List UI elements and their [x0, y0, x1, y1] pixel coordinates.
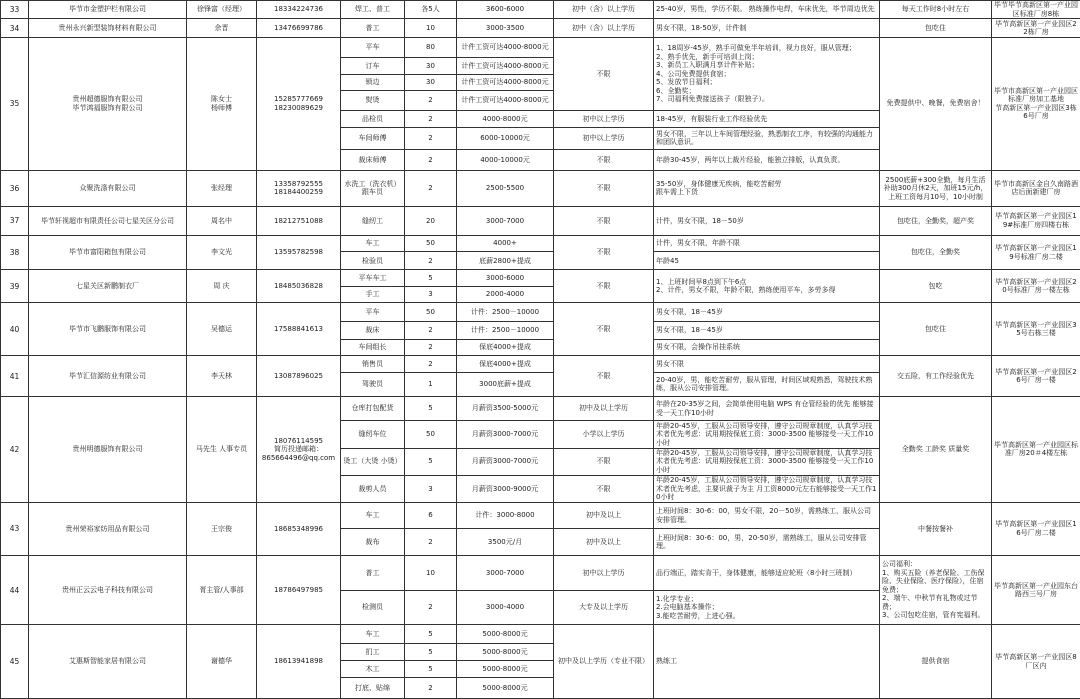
contact-person: 余晋 [187, 19, 257, 37]
job-title: 裁布 [341, 529, 405, 556]
welfare-benefits: 免费提供中、晚餐，免费宿舍！ [880, 37, 992, 170]
job-requirements: 年龄20-45岁，工服从公司领导安排，遵守公司规章制度，认真学习技术者优先考虑，主要识裁子为主 月工资8000元左右能够接受一天工作10小时 [654, 475, 880, 502]
job-salary: 月薪资3000-9000元 [457, 475, 554, 502]
job-title: 平车 [341, 37, 405, 57]
job-salary: 5000-8000元 [457, 661, 554, 678]
education-requirement: 小学以上学历 [554, 421, 654, 448]
education-requirement: 初中以上学历 [554, 555, 654, 590]
table-row [1, 270, 1080, 286]
job-requirements: 男女不限，会操作吊挂系统 [654, 339, 880, 355]
job-title: 车间师傅 [341, 127, 405, 149]
company-name: 毕节轩视超市有限责任公司七星关区分公司 [29, 207, 187, 236]
job-count: 5 [405, 397, 457, 421]
job-count: 3 [405, 475, 457, 502]
job-requirements: 上班时间8：30-6：00，男女不限，20－50岁，需熟练工，服从公司安排管理。 [654, 502, 880, 529]
job-requirements: 25-40岁，男性，学历不限。 熟练操作电焊，车床优先，毕节周边优先 [654, 1, 880, 19]
contact-phone: 18685348996 [257, 502, 341, 555]
job-count: 2 [405, 90, 457, 110]
job-requirements: 男女不限，18-50岁，计件制 [654, 19, 880, 37]
job-count: 5 [405, 625, 457, 643]
job-salary: 计件工资可达4000-8000元 [457, 58, 554, 74]
education-requirement: 初中及以上学历 [554, 397, 654, 421]
contact-person: 谢德华 [187, 625, 257, 699]
table-row [1, 1, 1080, 19]
welfare-benefits: 交五险，有工作经验优先 [880, 356, 992, 397]
job-requirements: 计件，男女不限，年龄不限 [654, 235, 880, 251]
contact-phone: 18786497985 [257, 555, 341, 624]
work-address: 毕节高新区第一产业园区19号标准厂房二楼 [992, 235, 1080, 270]
contact-person: 周 庆 [187, 270, 257, 303]
table-row [1, 235, 1080, 251]
education-requirement: 初中以上学历 [554, 111, 654, 127]
education-requirement: 大专及以上学历 [554, 590, 654, 625]
job-count: 30 [405, 74, 457, 90]
job-title: 品检员 [341, 111, 405, 127]
job-salary: 计件工资可达4000-8000元 [457, 74, 554, 90]
job-requirements: 男女不限，18－45岁 [654, 321, 880, 339]
job-count: 2 [405, 127, 457, 149]
job-title: 车间组长 [341, 339, 405, 355]
job-requirements: 年龄20-45岁，工服从公司领导安排，遵守公司规章制度，认真学习技术者优先考虑：试用期按保底工资：3000-3500 能够接受一天工作10小时 [654, 421, 880, 448]
company-name: 众聚洗涤有限公司 [29, 170, 187, 207]
contact-phone: 13476699786 [257, 19, 341, 37]
job-count: 2 [405, 356, 457, 372]
job-title: 普工 [341, 555, 405, 590]
job-count: 50 [405, 421, 457, 448]
contact-phone: 13358792555 18184400259 [257, 170, 341, 207]
job-title: 车工 [341, 502, 405, 529]
job-count: 20 [405, 207, 457, 236]
job-count: 2 [405, 111, 457, 127]
job-count: 5 [405, 643, 457, 660]
job-requirements: 年龄在20-35岁之间，会简单使用电脑 WPS 有仓管经验的优先 能够接受一天工作10小时 [654, 397, 880, 421]
job-title: 裁床师傅 [341, 150, 405, 170]
job-title: 木工 [341, 661, 405, 678]
welfare-benefits: 全勤奖 工龄奖 质量奖 [880, 397, 992, 503]
job-salary: 月薪资3000-7000元 [457, 421, 554, 448]
education-requirement: 不限 [554, 270, 654, 303]
job-count: 2 [405, 678, 457, 699]
table-row [1, 397, 1080, 421]
row-number: 33 [1, 1, 29, 19]
job-salary: 3000-6000 [457, 270, 554, 286]
job-requirements: 1、18周岁-45岁，熟手可做免半年培训，视力良好，服从管理； 2、熟手优先，新手可培训上岗； 3、新员工入职满月享计件补贴； 4、公司免费提供食宿； 5、发放节日福利； 6、全勤奖； 7、司福利免费接送孩子（限独子）。 [654, 37, 880, 110]
row-number: 44 [1, 555, 29, 624]
job-salary: 3000底薪+提成 [457, 372, 554, 396]
job-count: 30 [405, 58, 457, 74]
job-requirements: 18-45岁，有服装行业工作经验优先 [654, 111, 880, 127]
job-count: 5 [405, 270, 457, 286]
work-address: 毕节高新区第一产业园区8厂区内 [992, 625, 1080, 699]
contact-phone: 18485036828 [257, 270, 341, 303]
work-address: 毕节高新区第一产业园区16号厂房二楼 [992, 502, 1080, 555]
contact-person: 马先生 人事专员 [187, 397, 257, 503]
contact-person: 吴德运 [187, 303, 257, 356]
job-salary: 5000-8000元 [457, 625, 554, 643]
job-requirements: 1、上班时间早8点到下午6点 2、计件，男女不限，年龄不限，熟练使用平车，多劳多得 [654, 270, 880, 303]
job-salary: 5000-8000元 [457, 678, 554, 699]
contact-phone: 18212751088 [257, 207, 341, 236]
job-count: 10 [405, 555, 457, 590]
education-requirement: 初中及以上学历（专业不限） [554, 625, 654, 699]
job-count: 2 [405, 590, 457, 625]
education-requirement: 不限 [554, 170, 654, 207]
education-requirement: 不限 [554, 150, 654, 170]
company-name: 贵州明德服饰有限公司 [29, 397, 187, 503]
welfare-benefits: 中餐按餐补 [880, 502, 992, 555]
job-salary: 3000-7000 [457, 555, 554, 590]
job-count: 2 [405, 252, 457, 270]
job-salary: 计件：2500－10000 [457, 303, 554, 321]
work-address: 毕节高新区第一产业园区19#标准厂房四楼右栋 [992, 207, 1080, 236]
company-name: 贵州永兴新型装饰材料有限公司 [29, 19, 187, 37]
job-salary: 4000+ [457, 235, 554, 251]
job-count: 10 [405, 19, 457, 37]
education-requirement: 不限 [554, 475, 654, 502]
job-title: 平车车工 [341, 270, 405, 286]
education-requirement: 不限 [554, 207, 654, 236]
company-name: 毕节市飞鹏服饰有限公司 [29, 303, 187, 356]
job-title: 打底、贴绵 [341, 678, 405, 699]
education-requirement: 不限 [554, 448, 654, 475]
job-salary: 保底4000+提成 [457, 356, 554, 372]
job-title: 销售员 [341, 356, 405, 372]
row-number: 43 [1, 502, 29, 555]
job-count: 50 [405, 235, 457, 251]
job-requirements: 35-50岁，身体健康无疾病，能吃苦耐劳 跟车需上下货 [654, 170, 880, 207]
contact-person: 李文光 [187, 235, 257, 270]
job-count: 50 [405, 303, 457, 321]
welfare-benefits: 包吃住 [880, 19, 992, 37]
job-count: 各5人 [405, 1, 457, 19]
job-count: 6 [405, 502, 457, 529]
company-name: 毕节市富阳箱包有限公司 [29, 235, 187, 270]
education-requirement: 不限 [554, 303, 654, 356]
job-requirements: 年龄45 [654, 252, 880, 270]
job-salary: 3000-4000 [457, 590, 554, 625]
job-title: 手工 [341, 286, 405, 302]
job-title: 驾驶员 [341, 372, 405, 396]
contact-phone: 15285777669 18230089629 [257, 37, 341, 170]
welfare-benefits: 包吃住，全勤奖 [880, 235, 992, 270]
job-requirements: 年龄20-45岁，工服从公司领导安排，遵守公司规章制度，认真学习技术者优先考虑：试用期按保底工资：3000-3500 能够接受一天工作10小时 [654, 448, 880, 475]
contact-phone: 13087896025 [257, 356, 341, 397]
job-requirements: 熟练工 [654, 625, 880, 699]
contact-phone: 18334224736 [257, 1, 341, 19]
contact-phone: 13595782598 [257, 235, 341, 270]
job-count: 80 [405, 37, 457, 57]
education-requirement: 不限 [554, 235, 654, 270]
welfare-benefits: 包吃住 [880, 303, 992, 356]
work-address: 毕节高新区第一产业园区26号厂房一楼 [992, 356, 1080, 397]
row-number: 39 [1, 270, 29, 303]
job-count: 3 [405, 286, 457, 302]
job-requirements: 男女不限 [654, 356, 880, 372]
education-requirement: 不限 [554, 356, 654, 397]
work-address: 毕节高新区第一产业园区标准厂房20＃4楼左栋 [992, 397, 1080, 503]
table-row [1, 207, 1080, 236]
job-title: 裁床 [341, 321, 405, 339]
job-salary: 4000-10000元 [457, 150, 554, 170]
job-title: 缝纫车位 [341, 421, 405, 448]
job-salary: 3600-6000 [457, 1, 554, 19]
job-count: 5 [405, 661, 457, 678]
company-name: 艾惠斯智能家居有限公司 [29, 625, 187, 699]
work-address: 毕节市高新区第一产业园区标准厂房加工基地 节高新区第一产业园区3栋6号厂房 [992, 37, 1080, 170]
company-name: 贵州荣裕家纺用品有限公司 [29, 502, 187, 555]
job-salary: 3500元/月 [457, 529, 554, 556]
contact-person: 胥主管/人事部 [187, 555, 257, 624]
job-title: 普工 [341, 19, 405, 37]
education-requirement: 不限 [554, 37, 654, 110]
contact-phone: 17588841613 [257, 303, 341, 356]
company-name: 贵州正云云电子科技有限公司 [29, 555, 187, 624]
job-salary: 月薪资3000-7000元 [457, 448, 554, 475]
welfare-benefits: 包吃 [880, 270, 992, 303]
job-salary: 4000-8000元 [457, 111, 554, 127]
table-row [1, 356, 1080, 372]
job-count: 2 [405, 170, 457, 207]
job-title: 仓库打包配货 [341, 397, 405, 421]
row-number: 34 [1, 19, 29, 37]
contact-person: 陈女士 杨师傅 [187, 37, 257, 170]
row-number: 45 [1, 625, 29, 699]
contact-person: 张经理 [187, 170, 257, 207]
row-number: 38 [1, 235, 29, 270]
job-requirements: 年龄30-45岁，两年以上裁片经验，能独立排版，认真负责。 [654, 150, 880, 170]
row-number: 36 [1, 170, 29, 207]
job-count: 2 [405, 321, 457, 339]
table-row [1, 555, 1080, 590]
row-number: 35 [1, 37, 29, 170]
job-title: 缝纫工 [341, 207, 405, 236]
job-requirements: 上班时间8：30-6：00，男，20-50岁，需熟练工，服从公司安排管理。 [654, 529, 880, 556]
company-name: 毕节汇信源纺业有限公司 [29, 356, 187, 397]
job-salary: 保底4000+提成 [457, 339, 554, 355]
job-title: 熨烫 [341, 90, 405, 110]
job-count: 2 [405, 529, 457, 556]
company-name: 贵州超德服饰有限公司 毕节鸿福服饰有限公司 [29, 37, 187, 170]
table-row [1, 502, 1080, 529]
job-salary: 2000-4000 [457, 286, 554, 302]
job-title: 订车 [341, 58, 405, 74]
contact-person: 周名中 [187, 207, 257, 236]
welfare-benefits: 2500底薪+300全勤，每月生活补助300月休2天，加班15元/h，上班工资每月10号，10小时制 [880, 170, 992, 207]
job-salary: 计件工资可达4000-8000元 [457, 37, 554, 57]
job-salary: 6000-10000元 [457, 127, 554, 149]
job-salary: 月薪资3500-5000元 [457, 397, 554, 421]
row-number: 41 [1, 356, 29, 397]
work-address: 毕节毕节高新区第一产业园区标准厂房8栋 [992, 1, 1080, 19]
job-requirements: 20-40岁，男，能吃苦耐劳，服从管理，时间区域观熟悉，驾驶技术熟练，服从公司安排管理。 [654, 372, 880, 396]
education-requirement: 初中及以上 [554, 502, 654, 529]
table-row [1, 170, 1080, 207]
table-row [1, 303, 1080, 321]
work-address: 毕节市高新区金自久南路酒店后面新建厂房 [992, 170, 1080, 207]
job-title: 裁剪人员 [341, 475, 405, 502]
job-title: 水洗工（洗衣机） 跟车员 [341, 170, 405, 207]
job-title: 扪工 [341, 643, 405, 660]
job-title: 检测员 [341, 590, 405, 625]
work-address: 毕节高新区第一产业园区20号标准厂房一楼左栋 [992, 270, 1080, 303]
contact-person: 李天林 [187, 356, 257, 397]
welfare-benefits: 公司福利： 1、购买五险（养老保险、工伤保险、失业保险、医疗保险），住宿免费； 2、端午、中秋节有礼物或过节费； 3、公司包吃住宿，管有宪福利。 [880, 555, 992, 624]
welfare-benefits: 提供食宿 [880, 625, 992, 699]
job-count: 2 [405, 339, 457, 355]
job-salary: 计件：3000-8000 [457, 502, 554, 529]
education-requirement: 初中以上学历 [554, 127, 654, 149]
work-address: 毕节高新区第一产业园区22栋厂房 [992, 19, 1080, 37]
job-salary: 2500-5500 [457, 170, 554, 207]
job-salary: 底薪2800+提成 [457, 252, 554, 270]
company-name: 毕节市金塑护栏有限公司 [29, 1, 187, 19]
row-number: 37 [1, 207, 29, 236]
table-row [1, 625, 1080, 643]
job-salary: 5000-8000元 [457, 643, 554, 660]
work-address: 毕节高新区第一产业园区35号右栋三楼 [992, 303, 1080, 356]
education-requirement: 初中（含）以上学历 [554, 1, 654, 19]
job-requirements: 男女不限，三年以上车间管理经验，熟悉制衣工序，有较强的沟通能力和团队意识。 [654, 127, 880, 149]
job-salary: 3000-7000 [457, 207, 554, 236]
job-title: 检验员 [341, 252, 405, 270]
job-requirements: 计件，男女不限，18－50岁 [654, 207, 880, 236]
table-row [1, 19, 1080, 37]
row-number: 40 [1, 303, 29, 356]
contact-phone: 18076114595 简历投递邮箱： 865664496@qq.com [257, 397, 341, 503]
job-salary: 3000-3500 [457, 19, 554, 37]
job-count: 5 [405, 448, 457, 475]
company-name: 七星关区新鹏制衣厂 [29, 270, 187, 303]
contact-phone: 18613941898 [257, 625, 341, 699]
contact-person: 王宗俊 [187, 502, 257, 555]
welfare-benefits: 包吃住，全勤奖，超产奖 [880, 207, 992, 236]
job-title: 锁边 [341, 74, 405, 90]
contact-person: 徐锋富（经理） [187, 1, 257, 19]
work-address: 毕节高新区第一产业园东台路西三号厂房 [992, 555, 1080, 624]
job-title: 车工 [341, 625, 405, 643]
job-title: 焊工、普工 [341, 1, 405, 19]
job-title: 烫工（大烫 小烫） [341, 448, 405, 475]
job-title: 车工 [341, 235, 405, 251]
job-count: 1 [405, 372, 457, 396]
job-title: 平车 [341, 303, 405, 321]
table-row [1, 37, 1080, 57]
job-salary: 计件：2500－10000 [457, 321, 554, 339]
job-salary: 计件工资可达4000-8000元 [457, 90, 554, 110]
job-requirements: 1.化学专业； 2.会电脑基本操作； 3.能吃苦耐劳，上进心强。 [654, 590, 880, 625]
welfare-benefits: 每天工作时8小时左右 [880, 1, 992, 19]
row-number: 42 [1, 397, 29, 503]
education-requirement: 初中（含）以上学历 [554, 19, 654, 37]
job-requirements: 男女不限，18－45岁 [654, 303, 880, 321]
job-requirements: 品行端正，踏实肯干，身体健康，能够适应轮班（8小时三班制） [654, 555, 880, 590]
job-count: 2 [405, 150, 457, 170]
education-requirement: 初中及以上 [554, 529, 654, 556]
